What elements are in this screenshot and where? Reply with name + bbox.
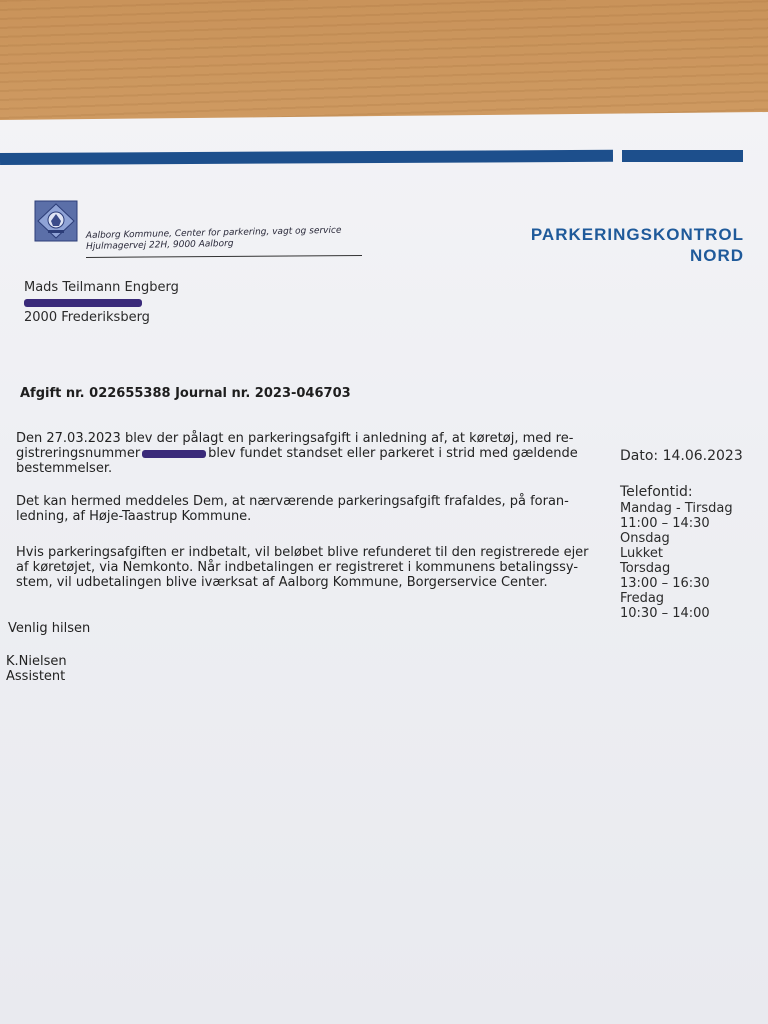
signature-block [6,654,67,684]
phone-hours-entry: 11:00 – 14:30 [620,516,710,531]
wooden-table-surface [0,0,768,125]
sender-line-1: Aalborg Kommune, Center for parkering, vagt og service [85,225,342,242]
paragraph-fragment: blev fundet standset eller parkeret i strid med gældende [208,446,578,461]
paragraph-refund [16,545,596,590]
greeting: Venlig hilsen [8,621,91,636]
paragraph-line: Hvis parkeringsafgiften er indbetalt, vil beløbet blive refunderet til den registrerede ejer [16,545,589,560]
municipal-crest-icon [34,200,78,242]
sender-line-2: Hjulmagervej 22H, 9000 Aalborg [86,238,234,252]
letter-date: Dato: 14.06.2023 [620,448,743,464]
phone-hours-entry: 13:00 – 16:30 [620,576,710,591]
header-bar-short [622,150,743,162]
recipient-address [24,280,179,325]
paragraph-line [16,446,596,461]
redacted-plate-number [142,450,206,458]
signer-name: K.Nielsen [6,654,67,669]
recipient-name: Mads Teilmann Engberg [24,280,179,295]
phone-hours-entry: Fredag [620,591,665,606]
phone-hours-entry: Torsdag [620,561,671,576]
redacted-street [24,295,179,310]
redaction-mark [24,299,142,307]
paragraph-line: bestemmelser. [16,461,113,476]
recipient-city: 2000 Frederiksberg [24,310,150,325]
phone-hours-entry: Onsdag [620,531,670,546]
paragraph-imposed-fee [16,431,596,476]
phone-hours [620,485,733,621]
paragraph-line: ledning, af Høje-Taastrup Kommune. [16,509,252,524]
phone-hours-entry: 10:30 – 14:00 [620,606,710,621]
paragraph-fragment: gistreringsnummer [16,446,141,461]
signer-title: Assistent [6,669,66,684]
paragraph-line: af køretøjet, via Nemkonto. Når indbetalingen er registreret i kommunens betalingssy- [16,560,579,575]
phone-hours-entry: Lukket [620,546,663,561]
brand-line-2: NORD [689,246,744,265]
phone-hours-label: Telefontid: [620,484,693,500]
brand-line-1: PARKERINGSKONTROL [530,225,744,244]
paragraph-line: Det kan hermed meddeles Dem, at nærværende parkeringsafgift frafaldes, på foran- [16,494,569,509]
paragraph-line: Den 27.03.2023 blev der pålagt en parkeringsafgift i anledning af, at køretøj, med re- [16,431,574,446]
phone-hours-entry: Mandag - Tirsdag [620,501,733,516]
paragraph-line: stem, vil udbetalingen blive iværksat af Aalborg Kommune, Borgerservice Center. [16,575,548,590]
reference-numbers: Afgift nr. 022655388 Journal nr. 2023-046703 [20,386,351,401]
brand-title [531,224,744,266]
paragraph-fee-waived [16,494,596,524]
